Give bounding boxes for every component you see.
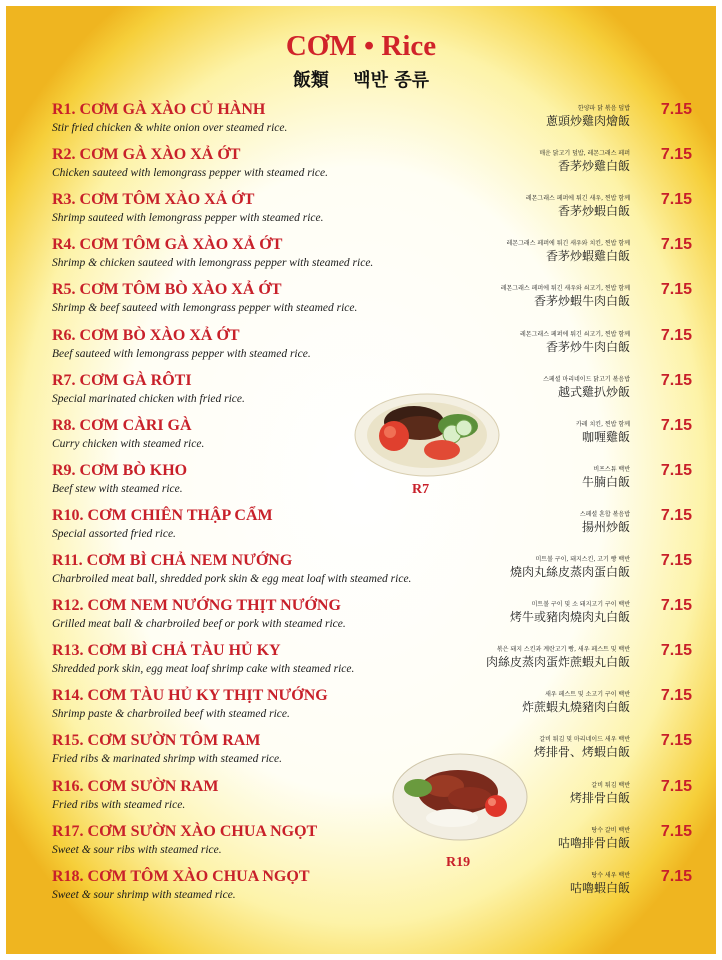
item-description: Sweet & sour ribs with steamed rice. [52, 843, 222, 856]
menu-item [52, 146, 692, 186]
item-chinese-name: 牛腩白飯 [581, 474, 630, 489]
menu-item [52, 778, 692, 818]
item-korean-name: 레몬그래스 페퍼에 튀긴 쇠고기, 찐밥 함께 [520, 330, 630, 338]
item-description: Sweet & sour shrimp with steamed rice. [52, 888, 236, 901]
item-korean-name: 스페셜 마리네이드 닭고기 볶음밥 [543, 375, 630, 383]
item-name: R8. CƠM CÀRI GÀ [52, 416, 192, 434]
item-price: 7.15 [660, 101, 692, 118]
page-subtitle [0, 66, 722, 92]
item-chinese-name: 烤牛或豬肉燒肉丸白飯 [509, 610, 630, 625]
item-korean-name: 미트볼 구이 및 소 돼지고기 구이 백반 [531, 601, 630, 609]
photo-label-r7: R7 [412, 482, 430, 497]
item-korean-name: 카레 치킨, 찐밥 함께 [576, 420, 630, 428]
item-name: R7. CƠM GÀ RÔTI [52, 371, 192, 389]
subtitle-chinese: 飯類 [292, 70, 329, 91]
menu-item [52, 191, 692, 231]
item-description: Curry chicken with steamed rice. [52, 437, 205, 450]
item-name: R4. CƠM TÔM GÀ XÀO XẢ ỚT [52, 236, 283, 254]
item-description: Beef sauteed with lemongrass pepper with steamed rice. [52, 347, 311, 360]
item-korean-name: 탕수 갈비 백반 [591, 826, 630, 834]
item-price: 7.15 [660, 146, 692, 164]
item-korean-name: 비프스튜 백반 [593, 465, 630, 473]
item-name: R3. CƠM TÔM XÀO XẢ ỚT [52, 191, 255, 209]
item-chinese-name: 蔥頭炒雞肉燴飯 [545, 114, 630, 128]
item-name: R1. CƠM GÀ XÀO CỦ HÀNH [52, 101, 266, 118]
item-korean-name: 스페셜 혼합 볶음밥 [579, 510, 630, 518]
item-korean-name: 새우 페스트 및 소고기 구이 백반 [545, 691, 630, 699]
menu-item [52, 597, 692, 637]
item-price: 7.15 [660, 326, 692, 344]
item-name: R10. CƠM CHIÊN THẬP CẨM [52, 506, 273, 524]
item-korean-name: 볶은 돼지 스킨과 계란고기 빵, 새우 페스트 및 백반 [496, 646, 630, 654]
item-description: Shrimp & beef sauteed with lemongrass pepper with steamed rice. [52, 302, 358, 315]
item-price: 7.15 [660, 822, 692, 840]
item-price: 7.15 [660, 777, 692, 795]
item-name: R6. CƠM BÒ XÀO XẢ ỚT [52, 326, 240, 344]
item-chinese-name: 香茅炒牛肉白飯 [545, 339, 630, 354]
item-price: 7.15 [660, 191, 692, 209]
item-korean-name: 한양파 닭 볶음 덮밥 [577, 105, 630, 112]
item-name: R16. CƠM SƯỜN RAM [52, 777, 219, 795]
menu-item [52, 687, 692, 727]
item-name: R15. CƠM SƯỜN TÔM RAM [52, 732, 261, 750]
item-chinese-name: 香茅炒雞白飯 [557, 159, 630, 174]
item-korean-name: 매운 닭고기 덮밥, 레몬그래스 페퍼 [539, 150, 630, 158]
item-chinese-name: 炸蔗蝦丸燒豬肉白飯 [521, 700, 630, 715]
menu-item [52, 642, 692, 682]
item-korean-name: 레몬그래스 페퍼에 튀긴 새우와 쇠고기, 찐밥 함께 [500, 285, 630, 293]
item-price: 7.15 [660, 597, 692, 615]
menu-item [52, 732, 692, 772]
subtitle-korean: 백반 종류 [353, 70, 430, 91]
item-korean-name: 레몬그래스 페퍼에 튀긴 새우, 찐밥 함께 [525, 195, 630, 203]
item-chinese-name: 香茅炒蝦白飯 [557, 204, 630, 219]
item-description: Stir fried chicken & white onion over steamed rice. [52, 122, 288, 134]
item-chinese-name: 咖喱雞飯 [581, 429, 630, 444]
item-chinese-name: 燒肉丸絲皮蒸肉蛋白飯 [509, 565, 630, 579]
item-name: R17. CƠM SƯỜN XÀO CHUA NGỌT [52, 822, 318, 840]
item-price: 7.15 [660, 461, 692, 479]
menu-item [52, 823, 692, 863]
item-description: Shrimp paste & charbroiled beef with steamed rice. [52, 708, 290, 721]
item-korean-name: 갈비 튀김 및 마리네이드 새우 백반 [539, 736, 630, 744]
item-description: Shredded pork skin, egg meat loaf shrimp cake with steamed rice. [52, 663, 355, 676]
item-description: Special assorted fried rice. [52, 527, 176, 540]
item-name: R2. CƠM GÀ XÀO XẢ ỚT [52, 146, 241, 164]
item-description: Chicken sauteed with lemongrass pepper with steamed rice. [52, 167, 328, 180]
item-name: R9. CƠM BÒ KHO [52, 461, 188, 479]
dish-photo-r7 [354, 392, 500, 478]
page-title: CƠM • Rice [285, 30, 437, 62]
menu-item [52, 236, 692, 276]
item-chinese-name: 肉絲皮蒸肉蛋炸蔗蝦丸白飯 [485, 655, 630, 670]
item-chinese-name: 咕嚕蝦白飯 [569, 880, 630, 895]
item-name: R5. CƠM TÔM BÒ XÀO XẢ ỚT [52, 281, 282, 299]
item-chinese-name: 越式雞扒炒飯 [557, 384, 630, 399]
item-name: R12. CƠM NEM NƯỚNG THỊT NƯỚNG [52, 597, 341, 615]
item-chinese-name: 咕嚕排骨白飯 [557, 835, 630, 850]
item-description: Shrimp sauteed with lemongrass pepper with steamed rice. [52, 212, 324, 225]
item-price: 7.15 [660, 416, 692, 434]
item-korean-name: 갈비 튀김 백반 [591, 781, 630, 789]
item-korean-name: 레몬그래스 페퍼에 튀긴 새우와 치킨, 찐밥 함께 [506, 240, 630, 248]
dish-photo-r19 [392, 752, 528, 842]
item-price: 7.15 [660, 552, 692, 569]
item-name: R18. CƠM TÔM XÀO CHUA NGỌT [52, 867, 310, 885]
item-price: 7.15 [660, 732, 692, 750]
item-description: Grilled meat ball & charbroiled beef or pork with steamed rice. [52, 618, 346, 631]
item-description: Fried ribs with steamed rice. [52, 798, 186, 811]
item-chinese-name: 烤排骨、烤蝦白飯 [533, 745, 630, 760]
item-price: 7.15 [660, 236, 692, 254]
menu-item [52, 507, 692, 547]
item-price: 7.15 [660, 642, 692, 660]
item-description: Special marinated chicken with fried rice. [52, 392, 245, 405]
item-price: 7.15 [660, 371, 692, 389]
item-price: 7.15 [660, 867, 692, 885]
item-name: R14. CƠM TÀU HỦ KY THỊT NƯỚNG [52, 687, 328, 705]
menu-item [52, 101, 692, 141]
menu-item [52, 552, 692, 592]
item-chinese-name: 香茅炒蝦牛肉白飯 [533, 294, 630, 309]
item-description: Charbroiled meat ball, shredded pork skin & egg meat loaf with steamed rice. [52, 573, 412, 585]
item-chinese-name: 香茅炒蝦雞白飯 [545, 249, 630, 264]
item-description: Beef stew with steamed rice. [52, 482, 183, 495]
item-description: Shrimp & chicken sauteed with lemongrass pepper with steamed rice. [52, 257, 374, 270]
item-name: R11. CƠM BÌ CHẢ NEM NƯỚNG [52, 552, 293, 569]
photo-label-r19: R19 [446, 855, 471, 870]
menu-item [52, 281, 692, 321]
item-description: Fried ribs & marinated shrimp with steamed rice. [52, 753, 282, 766]
menu-item [52, 327, 692, 367]
item-price: 7.15 [660, 281, 692, 299]
item-price: 7.15 [660, 506, 692, 524]
item-name: R13. CƠM BÌ CHẢ TÀU HỦ KY [52, 642, 281, 660]
item-korean-name: 미트볼 구이, 돼지스킨, 고기 빵 백반 [535, 556, 630, 563]
item-chinese-name: 烤排骨白飯 [569, 790, 630, 805]
item-price: 7.15 [660, 687, 692, 705]
item-korean-name: 탕수 새우 백반 [591, 871, 630, 879]
item-chinese-name: 揚州炒飯 [581, 519, 630, 534]
menu-item [52, 868, 692, 908]
